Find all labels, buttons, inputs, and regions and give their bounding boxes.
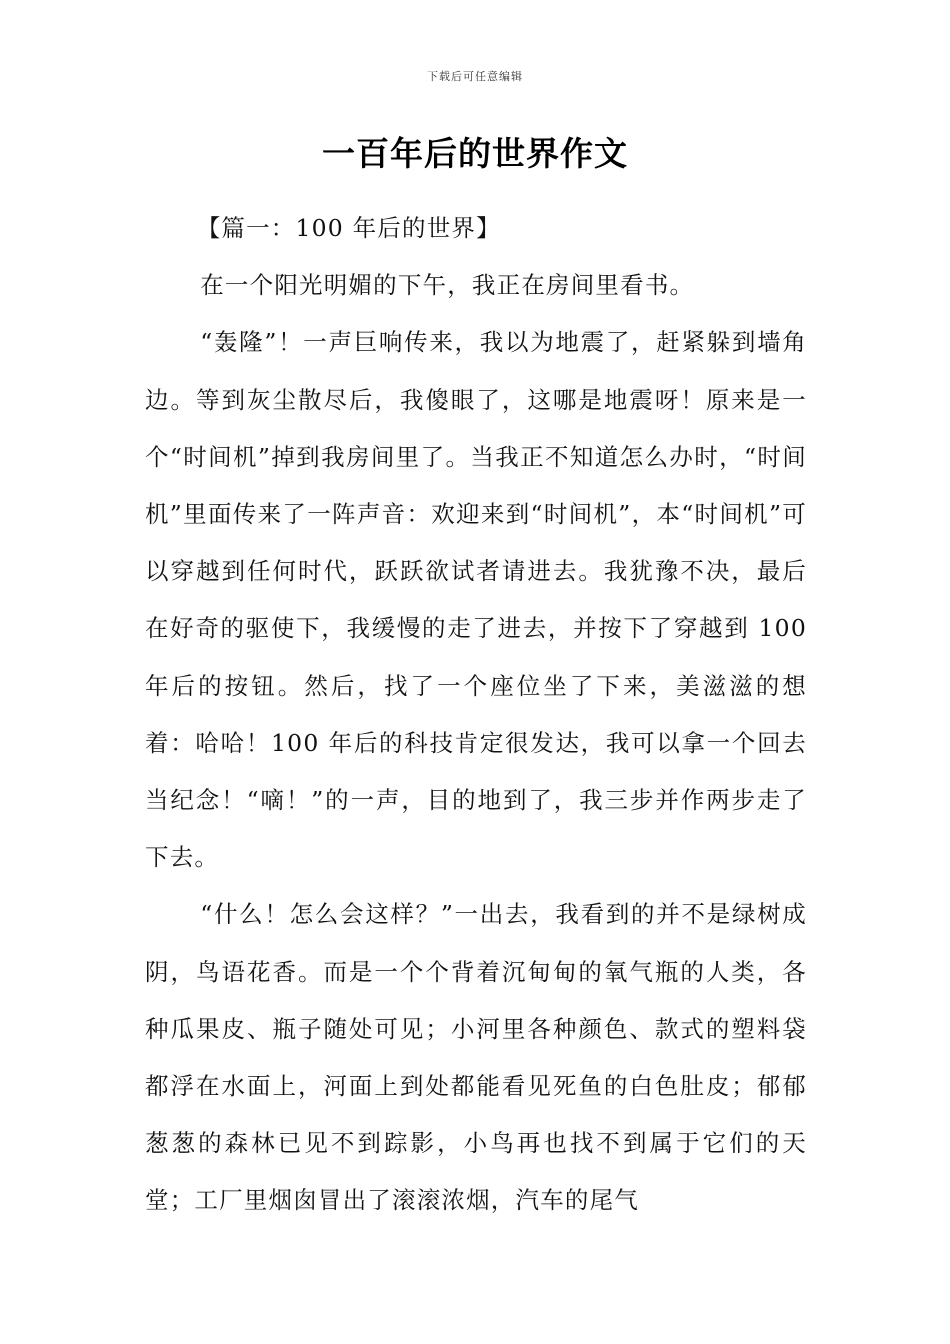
- paragraph: 在一个阳光明媚的下午，我正在房间里看书。: [200, 271, 695, 300]
- paragraph: “轰隆”！一声巨响传来，我以为地震了，赶紧躲到墙角边。等到灰尘散尽后，我傻眼了，这哪是地震呀！原来是一个“时间机”掉到我房间里了。当我正不知道怎么办时，“时间机”里面传来了一阵声音：欢迎来到“时间机”，本“时间机”可以穿越到任何时代，跃跃欲试者请进去。我犹豫不决，最后在好奇的驱使下，我缓慢的走了进去，并按下了穿越到 100 年后的按钮。然后，找了一个座位坐了下来，美滋滋的想着：哈哈！100 年后的科技肯定很发达，我可以拿一个回去当纪念！“嘀！”的一声，目的地到了，我三步并作两步走了下去。: [145, 328, 807, 872]
- page-title: 一百年后的世界作文: [322, 134, 628, 173]
- document-body: [145, 200, 807, 1230]
- paragraph: “什么！怎么会这样？”一出去，我看到的并不是绿树成阴，鸟语花香。而是一个个背着沉甸甸的氧气瓶的人类，各种瓜果皮、瓶子随处可见；小河里各种颜色、款式的塑料袋都浮在水面上，河面上到处都能看见死鱼的白色肚皮；郁郁葱葱的森林已见不到踪影，小鸟再也找不到属于它们的天堂；工厂里烟囱冒出了滚滚浓烟，汽车的尾气: [145, 900, 807, 1215]
- header-note: 下载后可任意编辑: [427, 70, 523, 83]
- section-heading: 【篇一：100 年后的世界】: [196, 214, 501, 242]
